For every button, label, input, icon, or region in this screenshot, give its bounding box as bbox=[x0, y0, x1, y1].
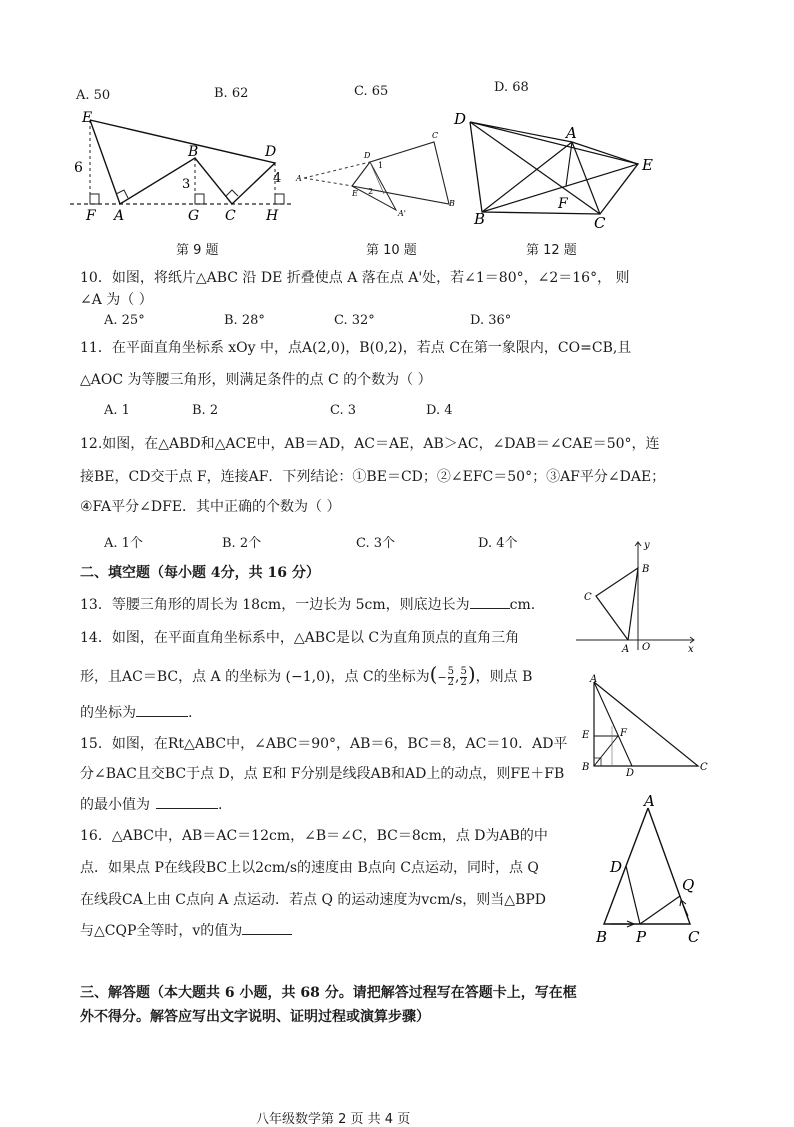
figure-9 bbox=[60, 108, 300, 223]
q10-line1: 10．如图，将纸片△ABC 沿 DE 折叠使点 A 落在点 A'处，若∠1＝80°，∠2＝16°， 则 bbox=[80, 270, 630, 286]
label-B: B bbox=[188, 144, 199, 160]
figure-10 bbox=[294, 128, 464, 223]
label-Q: Q bbox=[682, 876, 695, 894]
q10-option-a: A. 25° bbox=[104, 313, 145, 328]
q13-blank bbox=[470, 594, 510, 609]
q15-line3-text: 的最小值为 bbox=[80, 797, 150, 813]
fraction-2-den: 2 bbox=[460, 676, 467, 688]
caption-fig10: 第 10 题 bbox=[366, 243, 417, 258]
label-P: P bbox=[636, 928, 647, 946]
fraction-1-den: 2 bbox=[447, 676, 455, 688]
label-B: B bbox=[582, 762, 590, 773]
label-x: x bbox=[688, 644, 694, 655]
label-A-prime: A' bbox=[398, 209, 406, 218]
coord-comma: , bbox=[455, 669, 460, 685]
q15-end: . bbox=[218, 797, 223, 813]
label-C: C bbox=[594, 214, 606, 228]
q13 bbox=[80, 594, 535, 615]
label-D: D bbox=[626, 768, 635, 778]
q14-end: . bbox=[188, 705, 193, 721]
q10-option-b: B. 28° bbox=[224, 313, 265, 328]
option-d: D. 68 bbox=[494, 80, 529, 95]
figure-12 bbox=[450, 108, 660, 228]
label-6: 6 bbox=[74, 160, 83, 176]
q10-option-c: C. 32° bbox=[334, 313, 375, 328]
q14-line3-text: 的坐标为 bbox=[80, 705, 136, 721]
figure-15 bbox=[578, 672, 710, 778]
coord-paren-left: ( bbox=[429, 662, 438, 686]
label-C: C bbox=[584, 592, 592, 603]
label-A: A bbox=[114, 208, 125, 223]
fraction-2 bbox=[460, 667, 466, 688]
label-E: E bbox=[352, 189, 358, 198]
figure-14 bbox=[572, 538, 702, 658]
label-D: D bbox=[454, 110, 467, 128]
q11-option-d: D. 4 bbox=[426, 403, 453, 418]
q15-line3 bbox=[80, 794, 222, 815]
label-C: C bbox=[225, 208, 236, 223]
q14-line3 bbox=[80, 702, 192, 723]
q16-line3: 在线段CA上由 C点向 A 点运动．若点 Q 的运动速度为vcm/s，则当△BPD bbox=[80, 892, 546, 908]
label-E: E bbox=[642, 156, 653, 174]
q16-line4-text: 与△CQP全等时，v的值为 bbox=[80, 923, 243, 939]
q14-line2 bbox=[80, 664, 532, 688]
label-A: A bbox=[296, 174, 302, 183]
label-A: A bbox=[590, 674, 598, 685]
label-B: B bbox=[596, 928, 608, 946]
q12-option-c: C. 3个 bbox=[356, 536, 396, 551]
q12-line1: 12.如图，在△ABD和△ACE中，AB＝AD，AC＝AE，AB＞AC，∠DAB＝∠CAE＝50°，连 bbox=[80, 436, 660, 452]
q16-blank bbox=[242, 920, 292, 935]
figure-16 bbox=[590, 792, 708, 948]
coord-paren-right: ) bbox=[467, 662, 476, 686]
q12-option-a: A. 1个 bbox=[104, 536, 143, 551]
q14-line2a: 形，且AC＝BC，点 A 的坐标为 (−1,0)，点 C的坐标为 bbox=[80, 669, 430, 685]
label-C: C bbox=[700, 762, 708, 773]
q14-line1: 14．如图，在平面直角坐标系中，△ABC是以 C为直角顶点的直角三角 bbox=[80, 630, 520, 646]
q15-line1: 15．如图，在Rt△ABC中，∠ABC＝90°，AB＝6，BC＝8，AC＝10．AD平 bbox=[80, 736, 568, 752]
q11-option-b: B. 2 bbox=[192, 403, 219, 418]
caption-fig12: 第 12 题 bbox=[526, 243, 577, 258]
label-A: A bbox=[644, 792, 655, 810]
fraction-2-num: 5 bbox=[460, 665, 467, 677]
section3-line1: 三、解答题（本大题共 6 小题，共 68 分。请把解答过程写在答题卡上，写在框 bbox=[80, 985, 577, 1001]
option-a: A. 50 bbox=[76, 88, 111, 103]
label-D: D bbox=[364, 151, 371, 160]
q12-line3: ④FA平分∠DFE．其中正确的个数为（ ） bbox=[80, 499, 341, 515]
label-1: 1 bbox=[378, 161, 384, 170]
q15-blank bbox=[156, 794, 218, 809]
q12-line2: 接BE，CD交于点 F，连接AF．下列结论：①BE＝CD；②∠EFC＝50°；③AF平分∠DAE； bbox=[80, 469, 666, 485]
label-D: D bbox=[610, 858, 623, 876]
q11-option-c: C. 3 bbox=[330, 403, 357, 418]
q15-line2: 分∠BAC且交BC于点 D，点 E和 F分别是线段AB和AD上的动点，则FE＋FB bbox=[80, 766, 565, 782]
q16-line2: 点．如果点 P在线段BC上以2cm/s的速度由 B点向 C点运动，同时，点 Q bbox=[80, 860, 539, 876]
q13-text: 13．等腰三角形的周长为 18cm，一边长为 5cm，则底边长为 bbox=[80, 597, 470, 613]
label-2: 2 bbox=[368, 187, 374, 196]
label-A: A bbox=[622, 644, 630, 655]
q13-unit: cm. bbox=[509, 597, 536, 613]
q14-blank bbox=[136, 702, 188, 717]
fraction-1 bbox=[448, 667, 454, 688]
coord-minus: − bbox=[437, 671, 447, 684]
option-b: B. 62 bbox=[214, 86, 249, 101]
label-y: y bbox=[644, 540, 650, 551]
label-B: B bbox=[474, 210, 486, 228]
label-B: B bbox=[449, 199, 455, 208]
label-C: C bbox=[688, 928, 700, 946]
q16-line4 bbox=[80, 920, 292, 941]
q11-line1: 11．在平面直角坐标系 xOy 中，点A(2,0)，B(0,2)，若点 C在第一象限内，CO=CB,且 bbox=[80, 340, 632, 356]
label-H: H bbox=[266, 208, 279, 223]
caption-fig9: 第 9 题 bbox=[176, 243, 219, 258]
label-O: O bbox=[642, 642, 651, 653]
q12-option-b: B. 2个 bbox=[222, 536, 262, 551]
label-F: F bbox=[620, 728, 627, 739]
label-F: F bbox=[86, 208, 96, 223]
q14-line2b: ，则点 B bbox=[475, 669, 533, 685]
fraction-1-num: 5 bbox=[447, 665, 455, 677]
label-D: D bbox=[265, 144, 277, 160]
label-4: 4 bbox=[273, 171, 282, 186]
q16-line1: 16．△ABC中，AB＝AC＝12cm，∠B＝∠C，BC＝8cm，点 D为AB的中 bbox=[80, 828, 548, 844]
label-C: C bbox=[432, 131, 439, 140]
label-B: B bbox=[642, 564, 650, 575]
label-E: E bbox=[582, 730, 590, 741]
label-G: G bbox=[188, 208, 200, 223]
label-E: E bbox=[82, 110, 93, 126]
section3-line2: 外不得分。解答应写出文字说明、证明过程或演算步骤） bbox=[80, 1009, 430, 1025]
q10-option-d: D. 36° bbox=[470, 313, 512, 328]
q11-option-a: A. 1 bbox=[104, 403, 130, 418]
section2-title: 二、填空题（每小题 4分，共 16 分） bbox=[80, 565, 320, 581]
q12-option-d: D. 4个 bbox=[478, 536, 518, 551]
q10-line2: ∠A 为（ ） bbox=[80, 292, 153, 308]
label-F: F bbox=[558, 196, 568, 212]
option-c: C. 65 bbox=[354, 84, 389, 99]
page-footer: 八年级数学第 2 页 共 4 页 bbox=[256, 1112, 411, 1127]
q11-line2: △AOC 为等腰三角形，则满足条件的点 C 的个数为（ ） bbox=[80, 372, 432, 388]
label-A: A bbox=[566, 124, 577, 142]
label-3: 3 bbox=[182, 177, 191, 192]
